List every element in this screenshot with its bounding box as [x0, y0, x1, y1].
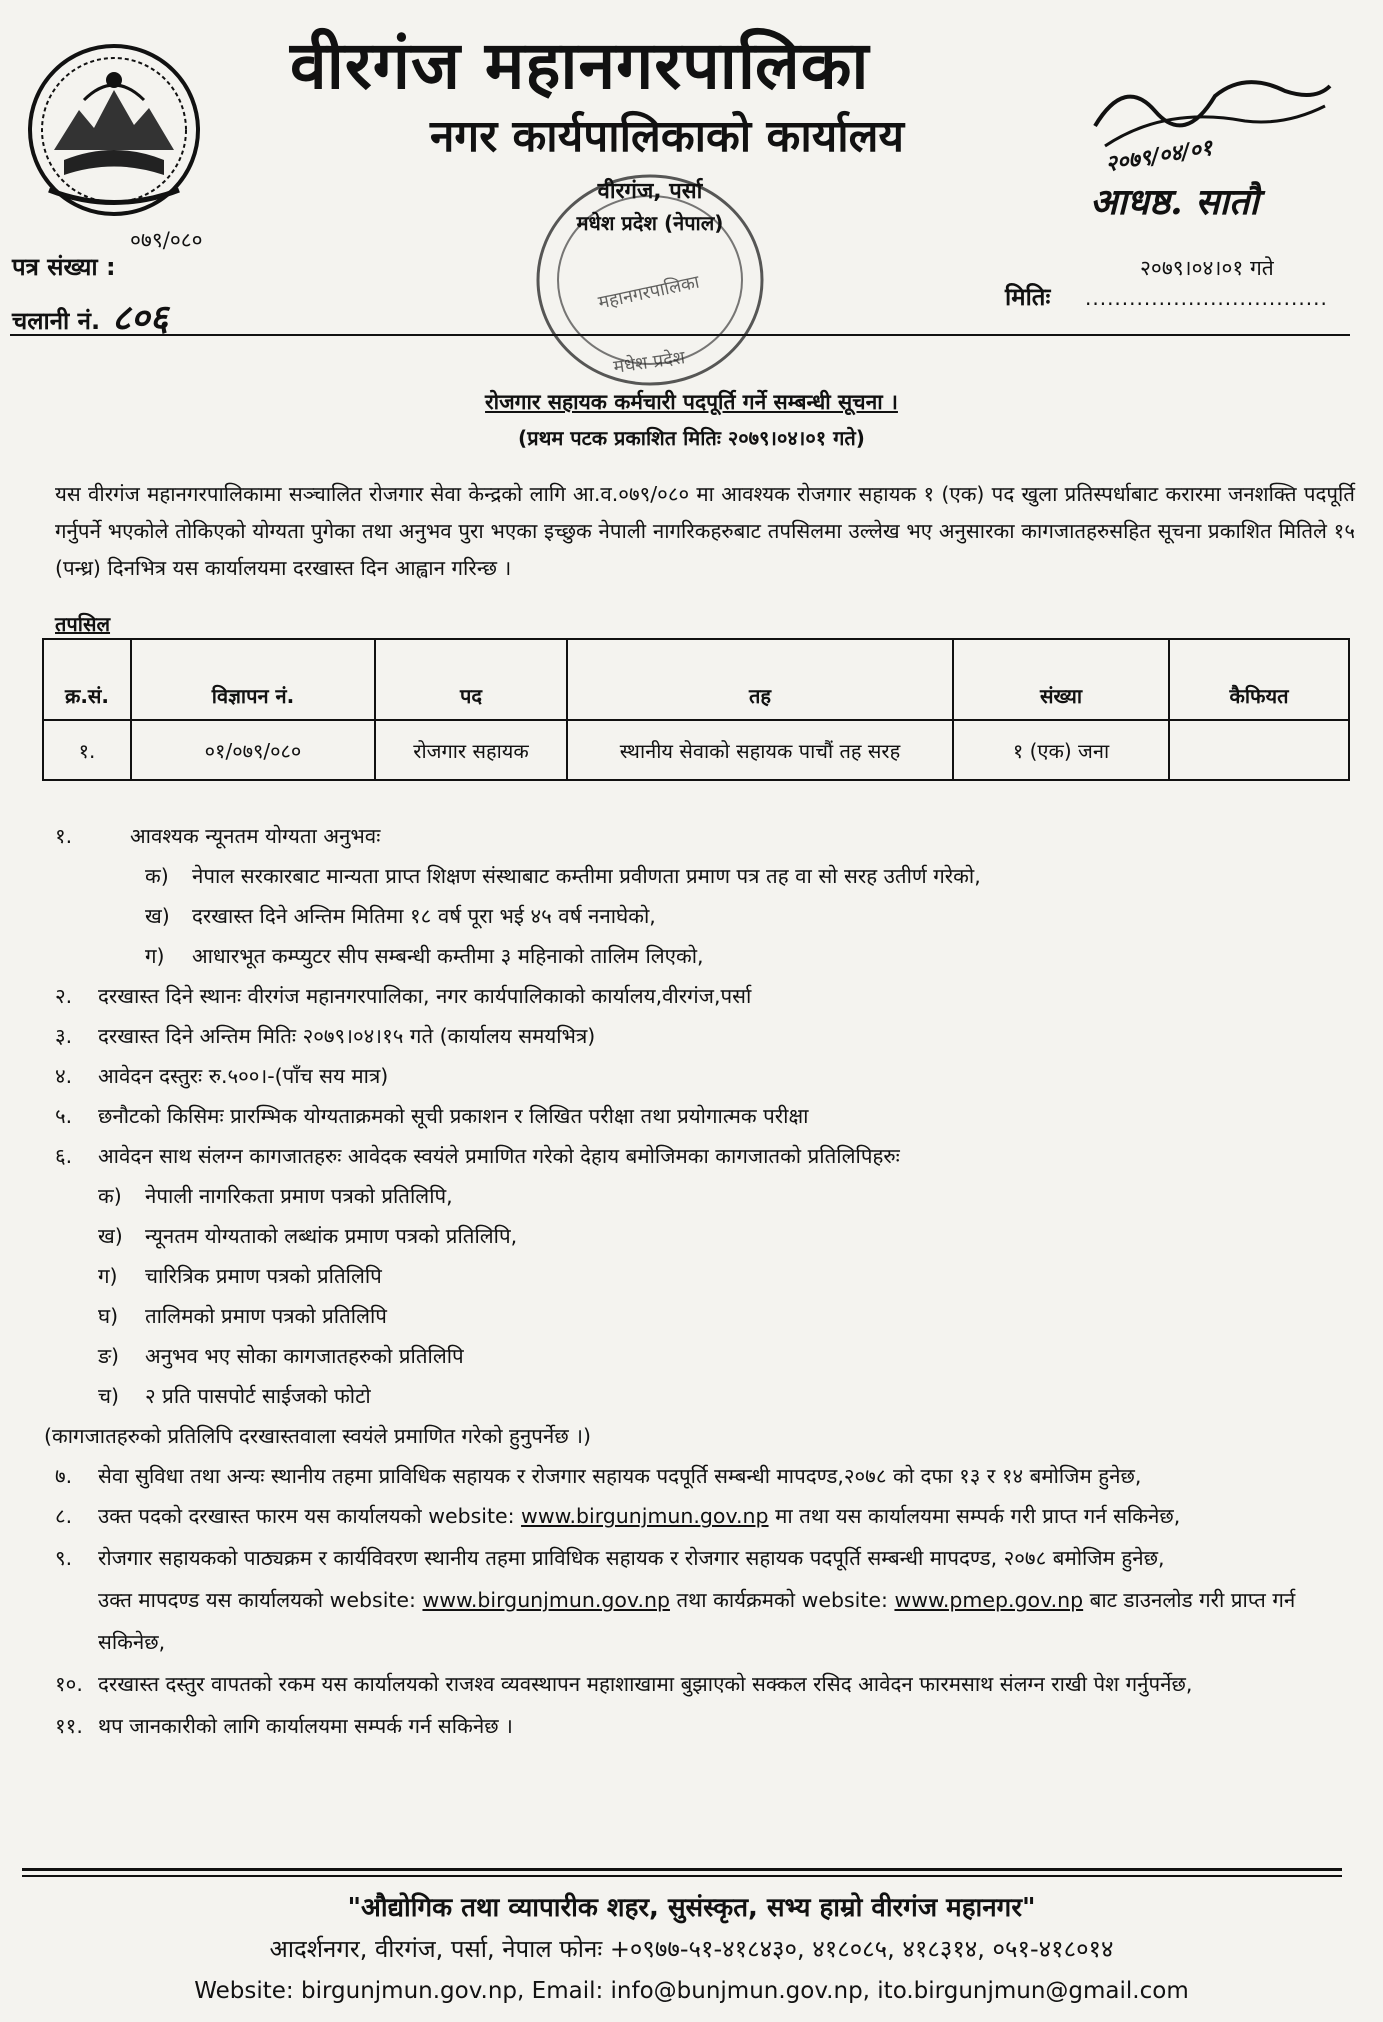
- column-header: क्र.सं.: [43, 639, 131, 720]
- svg-text:मधेश प्रदेश: मधेश प्रदेश: [612, 347, 687, 378]
- office-name: नगर कार्यपालिकाको कार्यालय: [430, 111, 904, 162]
- patra-sankhya-label: पत्र संख्या :: [12, 253, 116, 281]
- chalani-label: चलानी नं.: [12, 307, 101, 335]
- table-cell: स्थानीय सेवाको सहायक पाचौं तह सरह: [567, 720, 953, 780]
- item-number: ३.: [55, 1024, 73, 1048]
- footer-contact: Website: birgunjmun.gov.np, Email: info@bunjmun.gov.np, ito.birgunjmun@gmail.com: [194, 1978, 1189, 2004]
- item-text: सेवा सुविधा तथा अन्यः स्थानीय तहमा प्राविधिक सहायक र रोजगार सहायक पदपूर्ति सम्बन्धी मापदण्ड,२०७८ को दफा १३ र १४ बमोजिम हुनेछ,: [98, 1464, 1142, 1488]
- item-number: १०.: [55, 1672, 83, 1696]
- item-text: आवेदन साथ संलग्न कागजातहरुः आवेदक स्वयंले प्रमाणित गरेको देहाय बमोजिमका कागजातको प्रतिलिपिहरुः: [98, 1144, 900, 1168]
- details-heading: तपसिल: [55, 612, 111, 636]
- table-cell: ०१/०७९/०८०: [131, 720, 375, 780]
- column-header: तह: [567, 639, 953, 720]
- svg-text:वीरगंज, पर्सा: वीरगंज, पर्सा: [597, 179, 703, 204]
- item-number: ख): [98, 1224, 123, 1248]
- item-text-part: उक्त पदको दरखास्त फारम यस कार्यालयको website:: [98, 1504, 522, 1528]
- item-number: ग): [98, 1264, 118, 1288]
- item-text: [98, 1502, 1180, 1530]
- website-link[interactable]: www.birgunjmun.gov.np: [422, 1588, 670, 1612]
- footer-address: आदर्शनगर, वीरगंज, पर्सा, नेपाल फोनः +०९७७-५१-४१८४३०, ४१८०८५, ४१८३१४, ०५१-४१८०१४: [269, 1935, 1114, 1963]
- nepal-government-emblem: [24, 40, 204, 220]
- item-text: रोजगार सहायकको पाठ्यक्रम र कार्यविवरण स्थानीय तहमा प्राविधिक सहायक र रोजगार सहायक पदपूर्ति सम्बन्धी मापदण्ड, २०७८ बमोजिम हुनेछ,: [98, 1546, 1165, 1570]
- notice-title: रोजगार सहायक कर्मचारी पदपूर्ति गर्ने सम्बन्धी सूचना ।: [485, 390, 898, 414]
- item-number: १.: [55, 824, 73, 848]
- item-text: सकिनेछ,: [98, 1630, 166, 1654]
- date-label: मितिः: [1005, 283, 1051, 311]
- item-text: न्यूनतम योग्यताको लब्धांक प्रमाण पत्रको प्रतिलिपि,: [145, 1224, 518, 1248]
- item-text: दरखास्त दस्तुर वापतको रकम यस कार्यालयको राजश्व व्यवस्थापन महाशाखामा बुझाएको सक्कल रसिद आवेदन फारमसाथ संलग्न राखी पेश गर्नुपर्नेछ,: [98, 1672, 1193, 1696]
- item-text: छनौटको किसिमः प्रारम्भिक योग्यताक्रमको सूची प्रकाशन र लिखित परीक्षा तथा प्रयोगात्मक परीक्षा: [98, 1104, 809, 1128]
- item-text: दरखास्त दिने अन्तिम मितिः २०७९।०४।१५ गते (कार्यालय समयभित्र): [98, 1024, 596, 1048]
- patra-sankhya-value: ०७९/०८०: [130, 228, 203, 252]
- item-text-part: बाट डाउनलोड गरी प्राप्त गर्न: [1083, 1588, 1296, 1612]
- item-text: [98, 1586, 1295, 1614]
- column-header: पद: [375, 639, 567, 720]
- item-number: ९.: [55, 1546, 73, 1570]
- reference-date: २०७९।०४।०१ गते: [1140, 256, 1274, 280]
- table-cell: रोजगार सहायक: [375, 720, 567, 780]
- item-text: दरखास्त दिने अन्तिम मितिमा १८ वर्ष पूरा भई ४५ वर्ष ननाघेको,: [192, 904, 656, 928]
- item-text: आवेदन दस्तुरः रु.५००।-(पाँच सय मात्र): [98, 1064, 389, 1088]
- column-header: कैफियत: [1169, 639, 1349, 720]
- item-text: दरखास्त दिने स्थानः वीरगंज महानगरपालिका, नगर कार्यपालिकाको कार्यालय,वीरगंज,पर्सा: [98, 984, 752, 1008]
- column-header: विज्ञापन नं.: [131, 639, 375, 720]
- item-number: ७.: [55, 1464, 73, 1488]
- item-text: तालिमको प्रमाण पत्रको प्रतिलिपि: [145, 1304, 387, 1328]
- item-number: ४.: [55, 1064, 73, 1088]
- item-number: घ): [98, 1304, 119, 1328]
- table-row: [43, 720, 1349, 780]
- item-number: च): [98, 1384, 120, 1408]
- vacancy-table: [42, 638, 1350, 781]
- item-text: आवश्यक न्यूनतम योग्यता अनुभवः: [130, 824, 381, 848]
- column-header: संख्या: [953, 639, 1169, 720]
- item-number: ८.: [55, 1504, 73, 1528]
- notice-intro-paragraph: यस वीरगंज महानगरपालिकामा सञ्चालित रोजगार सेवा केन्द्रको लागि आ.व.०७९/०८० मा आवश्यक रोजगार सहायक १ (एक) पद खुला प्रतिस्पर्धाबाट करारमा जनशक्ति पदपूर्ति गर्नुपर्ने भएकोले तोकिएको योग्यता पुगेका तथा अनुभव पुरा भएका इच्छुक नेपाली नागरिकहरुबाट तपसिलमा उल्लेख भए अनुसारका कागजातहरुसहित सूचना प्रकाशित मितिले १५ (पन्ध्र) दिनभित्र यस कार्यालयमा दरखास्त दिन आह्वान गरिन्छ ।: [55, 482, 1355, 580]
- item-text-part: तथा कार्यक्रमको website:: [669, 1588, 895, 1612]
- item-text-part: उक्त मापदण्ड यस कार्यालयको website:: [98, 1588, 423, 1612]
- item-number: क): [98, 1184, 122, 1208]
- office-seal-stamp: [525, 168, 775, 398]
- website-link[interactable]: www.birgunjmun.gov.np: [521, 1504, 769, 1528]
- item-text: आधारभूत कम्प्युटर सीप सम्बन्धी कम्तीमा ३ महिनाको तालिम लिएको,: [192, 944, 704, 968]
- item-number: ५.: [55, 1104, 73, 1128]
- signature-date: २०७९/०४/०१: [1103, 134, 1215, 178]
- item-number: ख): [145, 904, 170, 928]
- item-text: चारित्रिक प्रमाण पत्रको प्रतिलिपि: [145, 1264, 382, 1288]
- item-text: २ प्रति पासपोर्ट साईजको फोटो: [145, 1384, 371, 1408]
- item-number: ग): [145, 944, 165, 968]
- item-text-part: मा तथा यस कार्यालयमा सम्पर्क गरी प्राप्त गर्न सकिनेछ,: [768, 1504, 1181, 1528]
- signature-note: आधष्ठ. सातौ: [1090, 181, 1259, 223]
- documents-note: (कागजातहरुको प्रतिलिपि दरखास्तवाला स्वयंले प्रमाणित गरेको हुनुपर्नेछ ।): [44, 1424, 591, 1448]
- item-number: ६.: [55, 1144, 73, 1168]
- footer-divider: [22, 1868, 1342, 1871]
- table-cell: १ (एक) जना: [953, 720, 1169, 780]
- item-number: ङ): [98, 1344, 120, 1368]
- item-number: २.: [55, 984, 73, 1008]
- chalani-number: ८०६: [112, 297, 169, 339]
- table-cell: [1169, 720, 1349, 780]
- svg-text:महानगरपालिका: महानगरपालिका: [596, 271, 702, 314]
- organization-name: वीरगंज महानगरपालिका: [290, 27, 870, 104]
- table-header-row: [43, 639, 1349, 720]
- header-divider: [10, 334, 1350, 336]
- table-cell: १.: [43, 720, 131, 780]
- item-text: नेपाल सरकारबाट मान्यता प्राप्त शिक्षण संस्थाबाट कम्तीमा प्रवीणता प्रमाण पत्र तह वा सो सरह उतीर्ण गरेको,: [192, 864, 981, 888]
- item-number: क): [145, 864, 169, 888]
- date-blank: .................................: [1085, 286, 1328, 310]
- svg-text:मधेश प्रदेश (नेपाल): मधेश प्रदेश (नेपाल): [576, 211, 724, 235]
- item-text: अनुभव भए सोका कागजातहरुको प्रतिलिपि: [145, 1344, 464, 1368]
- notice-subtitle: (प्रथम पटक प्रकाशित मितिः २०७९।०४।०१ गते): [518, 426, 865, 450]
- item-number: ११.: [55, 1714, 83, 1738]
- footer-motto: "औद्योगिक तथा व्यापारीक शहर, सुसंस्कृत, सभ्य हाम्रो वीरगंज महानगर": [347, 1893, 1036, 1923]
- pmep-website-link[interactable]: www.pmep.gov.np: [894, 1588, 1084, 1612]
- footer-divider: [22, 1875, 1342, 1877]
- item-text: नेपाली नागरिकता प्रमाण पत्रको प्रतिलिपि,: [145, 1184, 453, 1208]
- item-text: थप जानकारीको लागि कार्यालयमा सम्पर्क गर्न सकिनेछ ।: [98, 1714, 513, 1738]
